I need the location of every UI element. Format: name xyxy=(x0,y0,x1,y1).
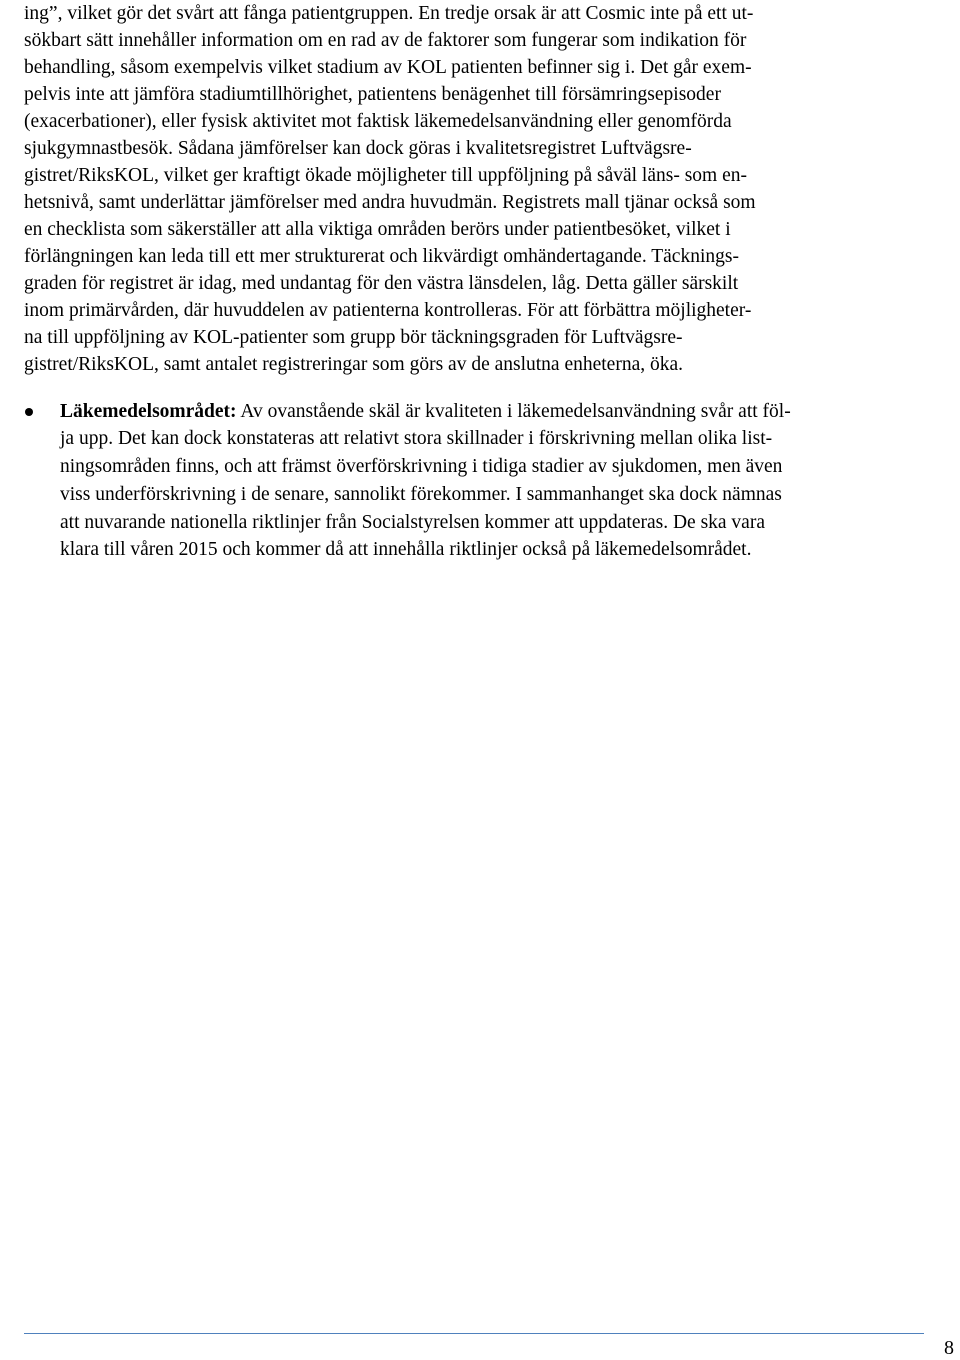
paragraph-line: hetsnivå, samt underlättar jämförelser med andra huvudmän. Registrets mall tjänar också som xyxy=(24,192,756,213)
paragraph-line: (exacerbationer), eller fysisk aktivitet mot faktisk läkemedelsanvändning eller genomförda xyxy=(24,111,732,132)
paragraph-line: gistret/RiksKOL, vilket ger kraftigt ökade möjligheter till uppföljning på såväl läns- som en- xyxy=(24,165,747,186)
bullet-heading: Läkemedelsområdet: xyxy=(60,401,237,422)
paragraph-line: sökbart sätt innehåller information om en rad av de faktorer som fungerar som indikation för xyxy=(24,30,747,51)
paragraph-line: sjukgymnastbesök. Sådana jämförelser kan dock göras i kvalitetsregistret Luftvägsre- xyxy=(24,138,692,159)
bullet-line: ningsområden finns, och att främst överförskrivning i tidiga stadier av sjukdomen, men även xyxy=(60,456,783,477)
paragraph-line: behandling, såsom exempelvis vilket stadium av KOL patienten befinner sig i. Det går exem- xyxy=(24,57,752,78)
paragraph-line: pelvis inte att jämföra stadiumtillhörighet, patientens benägenhet till försämringsepisoder xyxy=(24,84,721,105)
paragraph-line: na till uppföljning av KOL-patienter som grupp bör täckningsgraden för Luftvägsre- xyxy=(24,327,683,348)
bullet-line: att nuvarande nationella riktlinjer från Socialstyrelsen kommer att uppdateras. De ska vara xyxy=(60,512,765,533)
bullet-line: klara till våren 2015 och kommer då att innehålla riktlinjer också på läkemedelsområdet. xyxy=(60,539,752,560)
paragraph-line: graden för registret är idag, med undantag för den västra länsdelen, låg. Detta gäller särskilt xyxy=(24,273,739,294)
paragraph-line: inom primärvården, där huvuddelen av patienterna kontrolleras. För att förbättra möjligheter- xyxy=(24,300,752,321)
paragraph-line: gistret/RiksKOL, samt antalet registreringar som görs av de anslutna enheterna, öka. xyxy=(24,354,684,375)
bullet-icon xyxy=(25,408,33,416)
page-number: 8 xyxy=(944,1337,954,1359)
footer-rule xyxy=(24,1333,924,1334)
paragraph-line: förlängningen kan leda till ett mer strukturerat och likvärdigt omhändertagande. Täcknings- xyxy=(24,246,739,267)
bullet-first-line-text: Av ovanstående skäl är kvaliteten i läkemedelsanvändning svår att föl- xyxy=(236,401,791,422)
paragraph-line: ing”, vilket gör det svårt att fånga patientgruppen. En tredje orsak är att Cosmic inte på ett ut- xyxy=(24,3,754,24)
bullet-line: viss underförskrivning i de senare, sannolikt förekommer. I sammanhanget ska dock nämnas xyxy=(60,484,782,505)
bullet-first-line xyxy=(60,398,791,426)
paragraph-line: en checklista som säkerställer att alla viktiga områden berörs under patientbesöket, vilket i xyxy=(24,219,731,240)
bullet-line: ja upp. Det kan dock konstateras att relativt stora skillnader i förskrivning mellan olika list- xyxy=(60,428,773,449)
